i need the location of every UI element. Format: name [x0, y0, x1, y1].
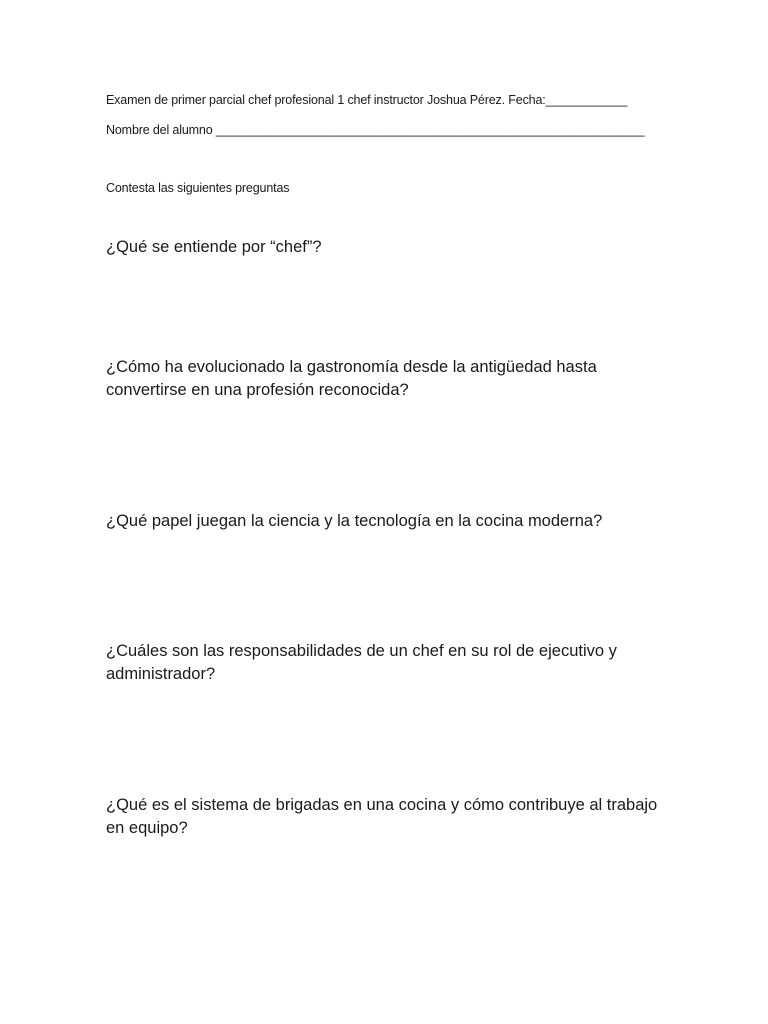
question-4: ¿Cuáles son las responsabilidades de un chef en su rol de ejecutivo y administrador? [106, 642, 617, 683]
instructions-text: Contesta las siguientes preguntas [106, 181, 290, 195]
student-name-line: Nombre del alumno _______________________________________________________________ [106, 123, 645, 137]
question-5: ¿Qué es el sistema de brigadas en una cocina y cómo contribuye al trabajo en equipo? [106, 796, 658, 837]
question-1: ¿Qué se entiende por “chef”? [106, 238, 322, 256]
question-2: ¿Cómo ha evolucionado la gastronomía desde la antigüedad hasta convertirse en una profesión reconocida? [106, 358, 597, 399]
exam-header-line: Examen de primer parcial chef profesional 1 chef instructor Joshua Pérez. Fecha:____________ [106, 93, 628, 107]
question-3: ¿Qué papel juegan la ciencia y la tecnología en la cocina moderna? [106, 512, 603, 530]
